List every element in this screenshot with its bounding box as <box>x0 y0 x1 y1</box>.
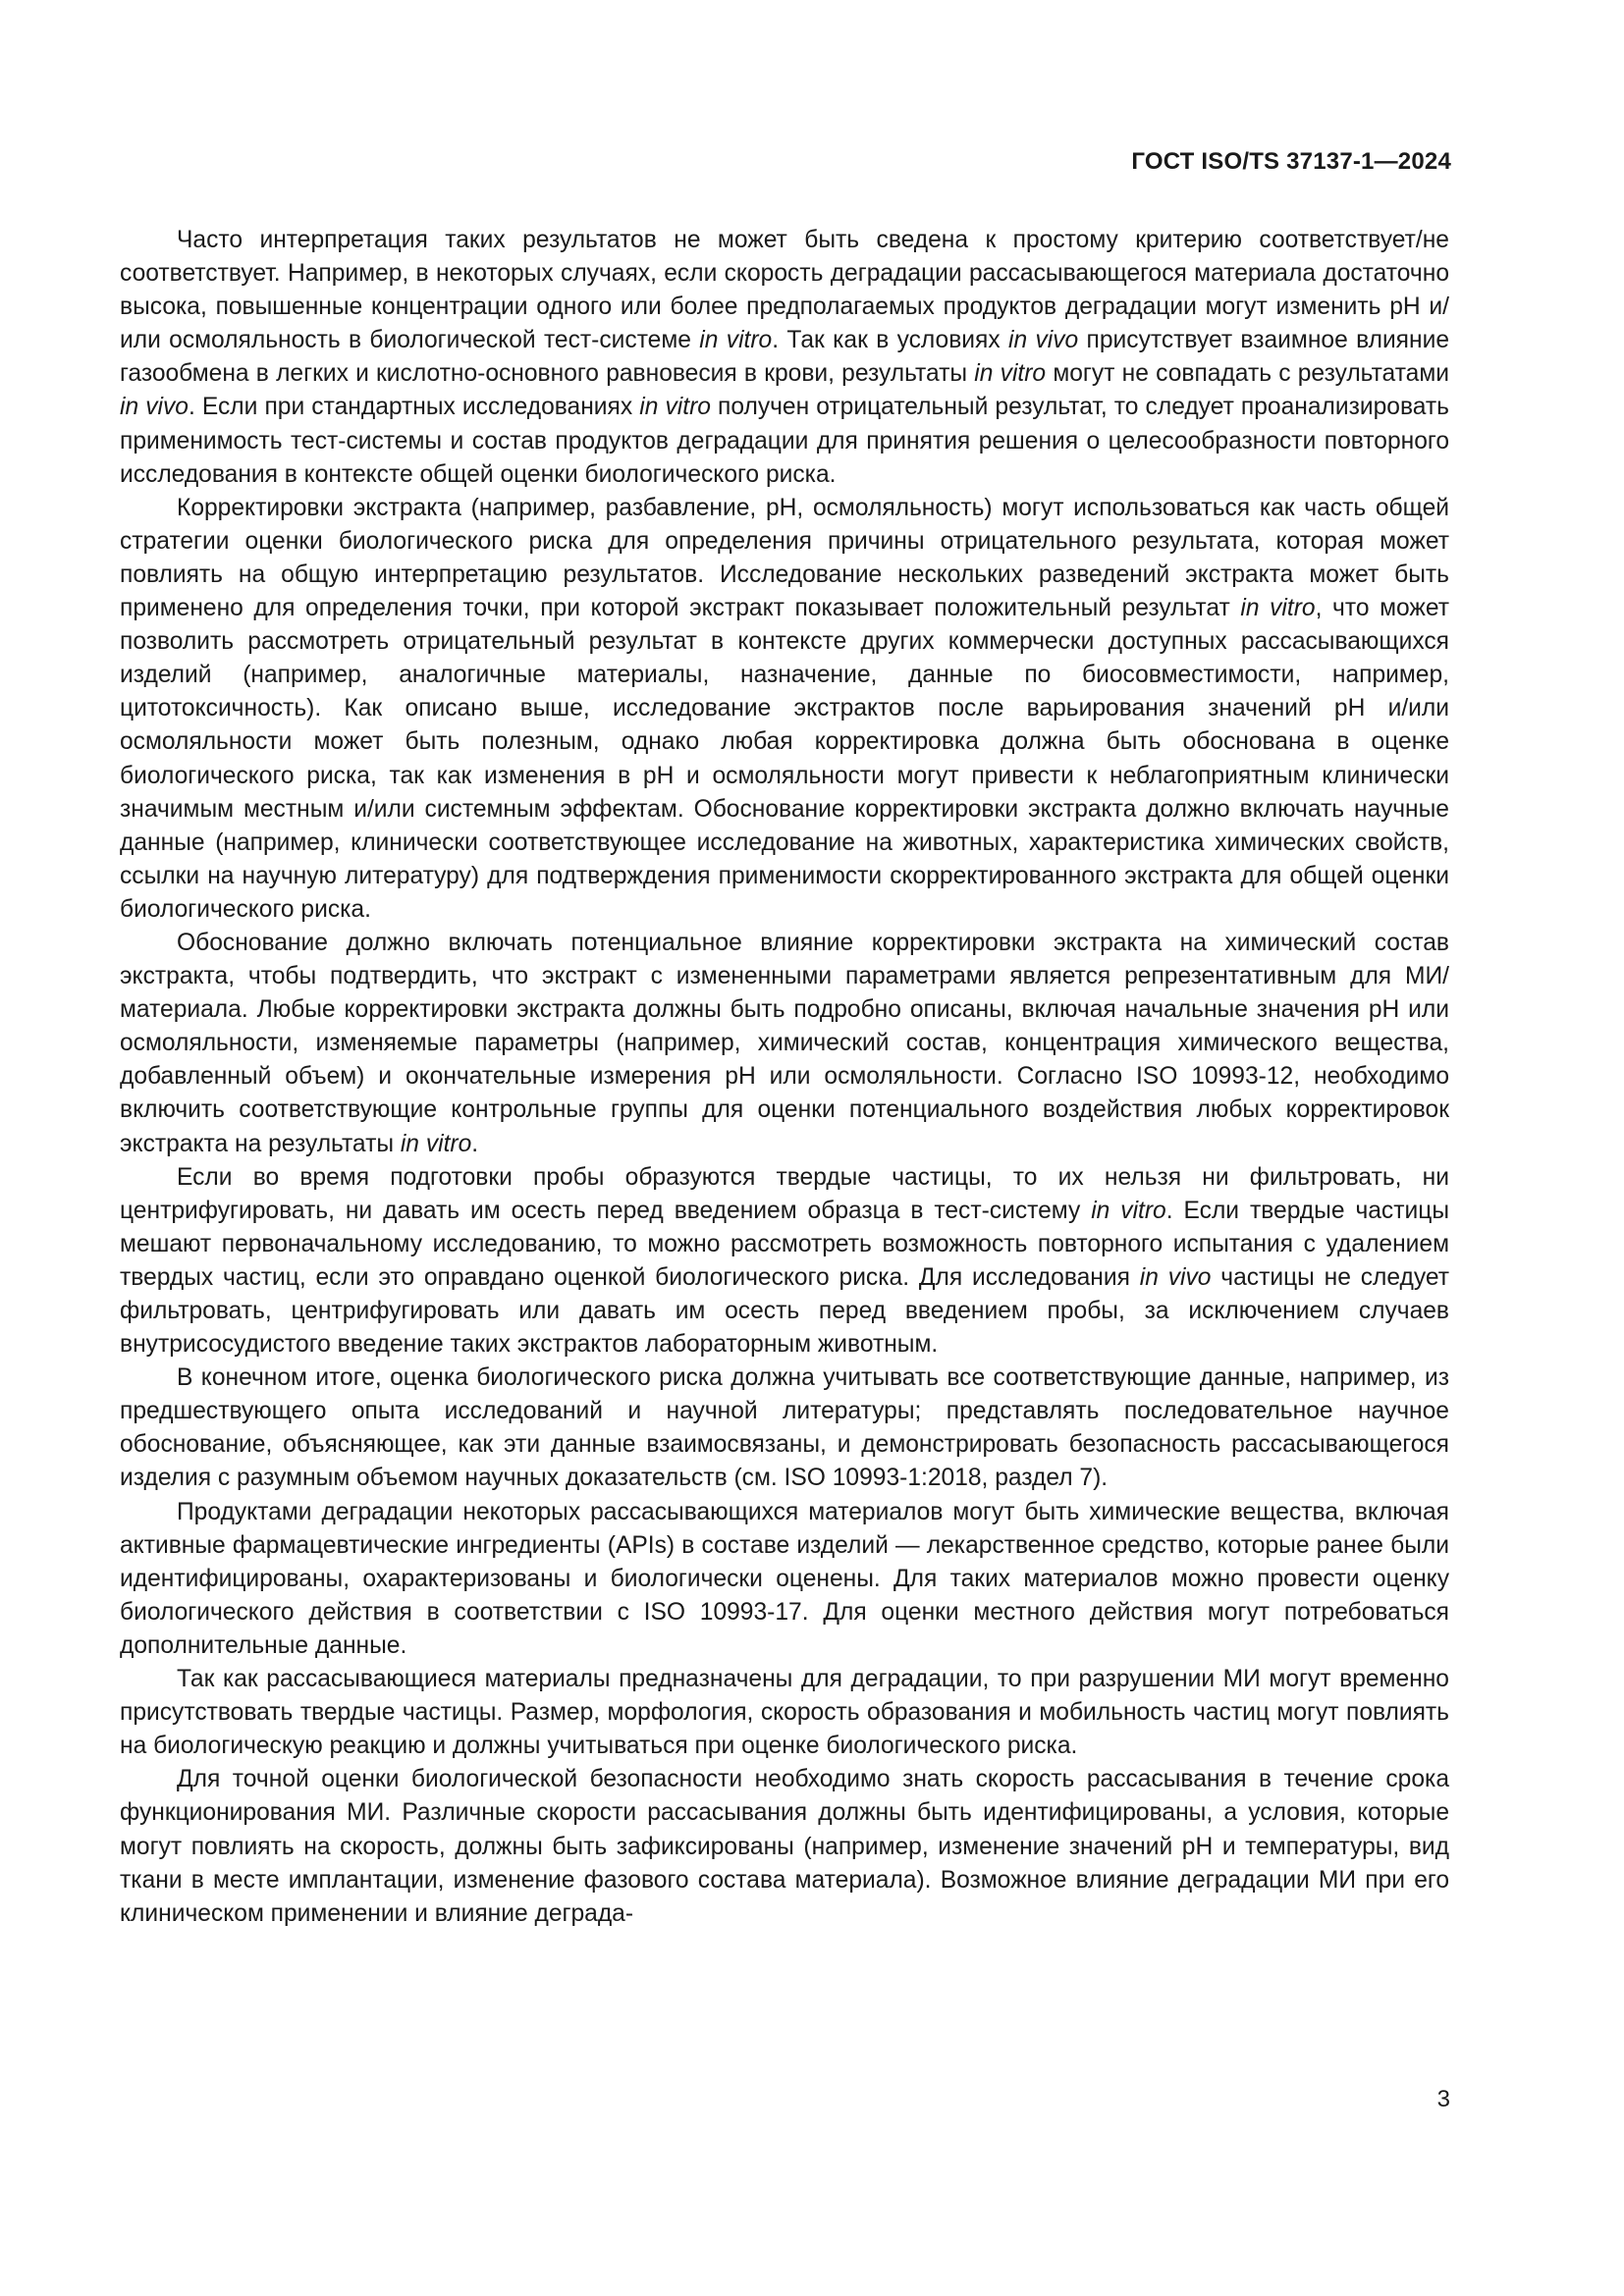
text-run: могут не совпадать с результатами <box>1046 360 1450 388</box>
text-run: В конечном итоге, оценка биологического риска должна учитывать все соответствующие данные, например, из предшествующего опыта исследований и научной литературы; представлять последовательное научное обоснование, объясняющее, как эти данные взаимосвязаны, и демонстрировать безопасность рассасывающегося изделия с разумным объемом научных доказательств (см. ISO 10993-1:2018, раздел 7). <box>120 1364 1449 1492</box>
text-run: Обоснование должно включать потенциальное влияние корректировки экстракта на химический состав экстракта, чтобы подтвердить, что экстракт с измененными параметрами является репрезентативным для МИ/материала. Любые корректировки экстракта должны быть подробно описаны, включая начальные значения pH или осмоляльности, изменяемые параметры (например, химический состав, концентрация химического вещества, добавленный объем) и окончательные измерения pH или осмоляльности. Согласно ISO 10993-12, необходимо включить соответствующие контрольные группы для оценки потенциального воздействия любых корректировок экстракта на результаты <box>120 929 1449 1157</box>
italic-term: in vitro <box>1240 595 1316 622</box>
page-number: 3 <box>1436 2086 1450 2112</box>
text-run: Так как рассасывающиеся материалы предназначены для деградации, то при разрушении МИ могут временно присутствовать твердые частицы. Размер, морфология, скорость образования и мобильность частиц могут повлиять на биологическую реакцию и должны учитываться при оценке биологического риска. <box>120 1666 1449 1760</box>
text-run: присутствует взаимное влияние газообмена в легких и кислотно-основного равновесия в крови, результаты <box>120 327 1449 388</box>
text-run: получен отрицательный результат, то следует проанализировать применимость тест-системы и состав продуктов деградации для принятия решения о целесообразности повторного исследования в контексте общей оценки биологического риска. <box>120 394 1449 488</box>
body-paragraph-6 <box>120 1496 1449 1663</box>
text-run: Для точной оценки биологической безопасности необходимо знать скорость рассасывания в течение срока функционирования МИ. Различные скорости рассасывания должны быть идентифицированы, а условия, которые могут повлиять на скорость, должны быть зафиксированы (например, изменение значений pH и температуры, вид ткани в месте имплантации, изменение фазового состава материала). Возможное влияние деградации МИ при его клиническом применении и влияние деграда- <box>120 1766 1449 1927</box>
body-paragraph-8 <box>120 1763 1449 1930</box>
italic-term: in vitro <box>699 327 773 354</box>
body-paragraph-5 <box>120 1362 1449 1495</box>
italic-term: in vitro <box>400 1130 472 1157</box>
body-paragraph-1 <box>120 224 1449 492</box>
text-run: . Так как в условиях <box>772 327 1008 354</box>
text-run: . Если при стандартных исследованиях <box>188 394 640 421</box>
italic-term: in vitro <box>974 360 1047 388</box>
italic-term: in vitro <box>1091 1197 1166 1224</box>
text-run: . <box>471 1130 479 1157</box>
text-run: Продуктами деградации некоторых рассасывающихся материалов могут быть химические вещества, включая активные фармацевтические ингредиенты (APIs) в составе изделий — лекарственное средство, которые ранее были идентифицированы, охарактеризованы и биологически оценены. Для таких материалов можно провести оценку биологического действия в соответствии с ISO 10993-17. Для оценки местного действия могут потребоваться дополнительные данные. <box>120 1498 1449 1659</box>
text-run: Часто интерпретация таких результатов не может быть сведена к простому критерию соответствует/не соответствует. Например, в некоторых случаях, если скорость деградации рассасывающегося материала достаточно высока, повышенные концентрации одного или более предполагаемых продуктов деградации могут изменить pH и/или осмоляльность в биологической тест-системе <box>120 227 1449 354</box>
text-run: Корректировки экстракта (например, разбавление, pH, осмоляльность) могут использоваться как часть общей стратегии оценки биологического риска для определения причины отрицательного результата, которая может повлиять на общую интерпретацию результатов. Исследование нескольких разведений экстракта может быть применено для определения точки, при которой экстракт показывает положительный результат <box>120 494 1449 622</box>
body-paragraph-3 <box>120 927 1449 1161</box>
body-paragraph-7 <box>120 1663 1449 1763</box>
text-run: , что может позволить рассмотреть отрицательный результат в контексте других коммерчески доступных рассасывающихся изделий (например, аналогичные материалы, назначение, данные по биосовместимости, например, цитотоксичность). Как описано выше, исследование экстрактов после варьирования значений pH и/или осмоляльности может быть полезным, однако любая корректировка должна быть обоснована в оценке биологического риска, так как изменения в pH и осмоляльности могут привести к неблагоприятным клинически значимым местным и/или системным эффектам. Обоснование корректировки экстракта должно включать научные данные (например, клинически соответствующее исследование на животных, характеристика химических свойств, ссылки на научную литературу) для подтверждения применимости скорректированного экстракта для общей оценки биологического риска. <box>120 595 1449 923</box>
document-body <box>120 224 1449 1931</box>
text-run: . Если твердые частицы мешают первоначальному исследованию, то можно рассмотреть возможность повторного испытания с удалением твердых частиц, если это оправдано оценкой биологического риска. Для исследования <box>120 1197 1449 1291</box>
italic-term: in vivo <box>1139 1263 1212 1291</box>
italic-term: in vitro <box>639 394 711 421</box>
text-run: частицы не следует фильтровать, центрифугировать или давать им осесть перед введением пробы, за исключением случаев внутрисосудистого введение таких экстрактов лабораторным животным. <box>120 1263 1450 1359</box>
text-run: Если во время подготовки пробы образуются твердые частицы, то их нельзя ни фильтровать, ни центрифугировать, ни давать им осесть перед введением образца в тест-систему <box>120 1163 1449 1224</box>
body-paragraph-2 <box>120 492 1449 927</box>
document-header-standard-code: ГОСТ ISO/TS 37137-1—2024 <box>1131 148 1451 175</box>
italic-term: in vivo <box>120 394 189 421</box>
italic-term: in vivo <box>1007 327 1079 354</box>
body-paragraph-4 <box>120 1161 1449 1362</box>
